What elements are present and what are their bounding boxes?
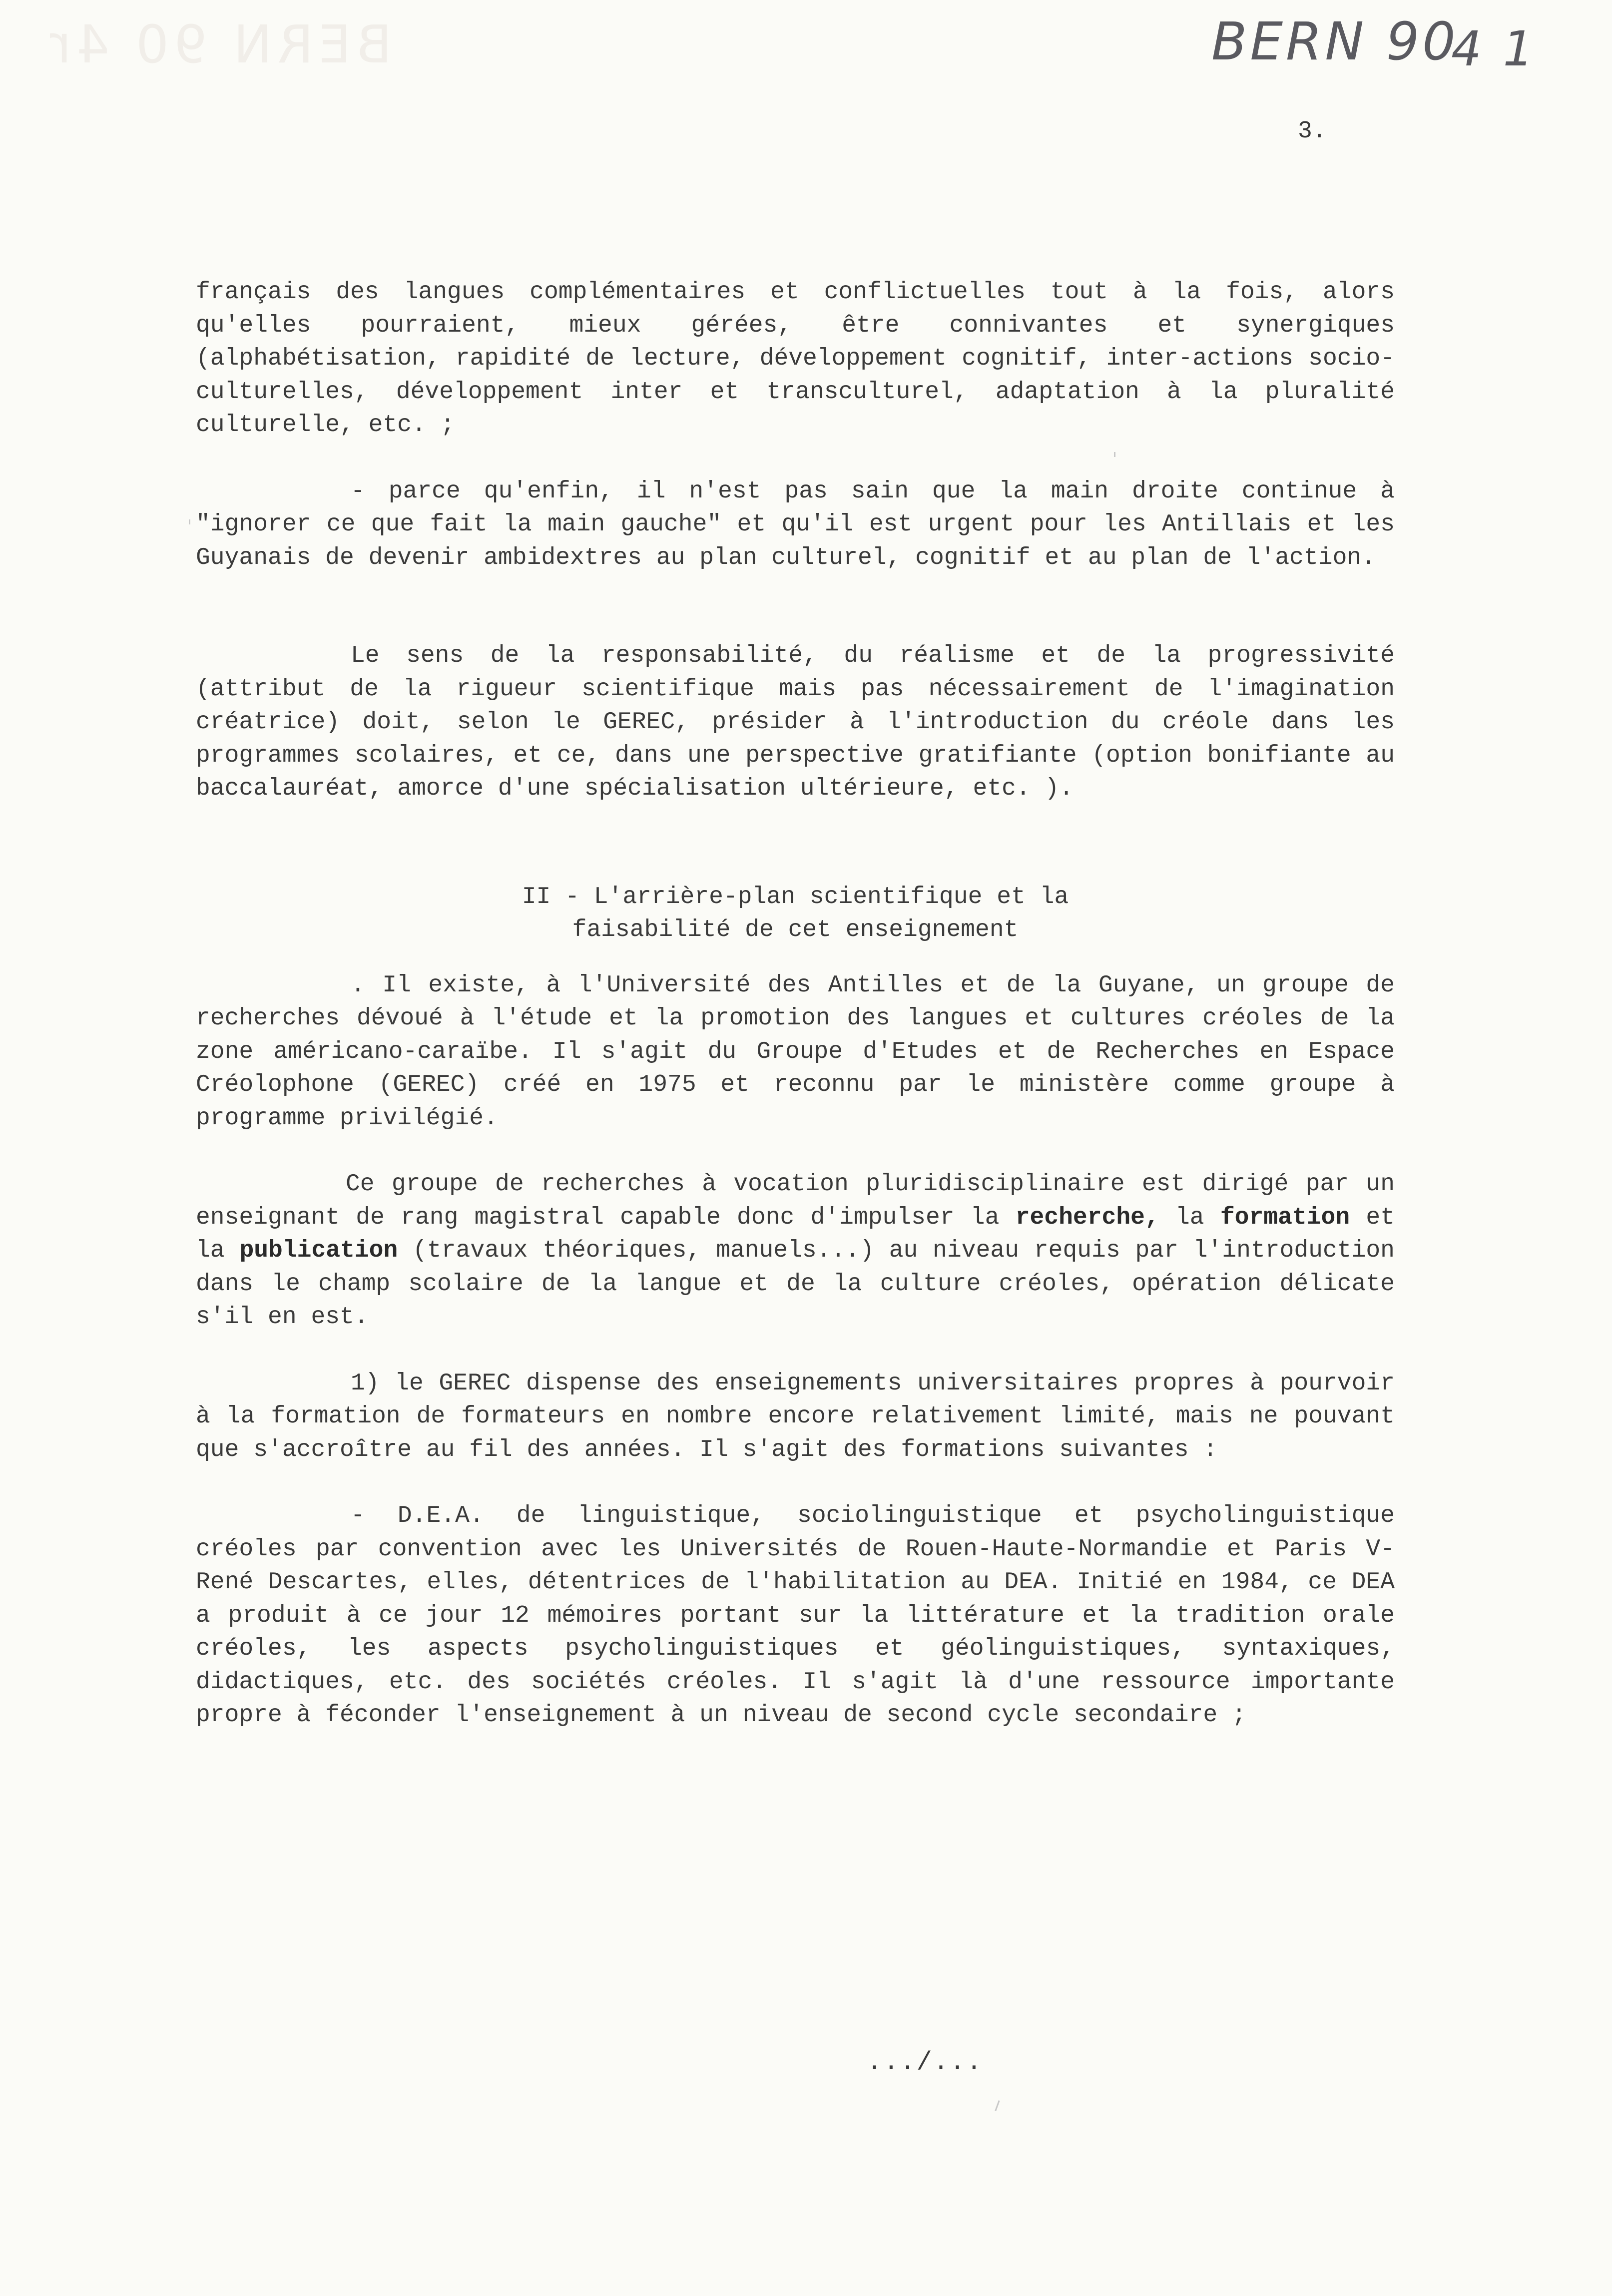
page-number: 3. — [1298, 118, 1327, 145]
paper-speck — [995, 2100, 1000, 2111]
paper-speck — [189, 519, 190, 524]
faint-handwritten-annotation: BERN 90 4r — [45, 14, 392, 75]
paragraph-gerec-director — [196, 1168, 1395, 1334]
paragraph-languages: français des langues complémentaires et conflictuelles tout à la fois, alors qu'elles pourraient, mieux gérées, être connivantes et synergiques (alphabétisation, rapidité de lecture, développement cognitif, inter-actions socio-culturelles, développement inter et transculturel, adaptation à la pluralité culturelle, etc. ; — [196, 279, 1395, 439]
paragraph-gerec-director-mid1: la — [1175, 1204, 1204, 1231]
handwritten-annotation-folio: 4 1 — [1451, 21, 1537, 77]
handwritten-annotation-archive: BERN 90 — [1211, 11, 1459, 72]
paragraph-gerec-director-end: (travaux théoriques, manuels...) au niveau requis par l'introduction dans le champ scolaire de la langue et de la culture créoles, opération délicate s'il en est. — [196, 1237, 1395, 1331]
section-heading-line1: II - L'arrière-plan scientifique et la — [522, 883, 1069, 911]
paragraph-dea: - D.E.A. de linguistique, sociolinguistique et psycholinguistique créoles par convention avec les Universités de Rouen-Haute-Normandie et Paris V-René Descartes, elles, détentrices de l'habilitation au DEA. Initié en 1984, ce DEA a produit à ce jour 12 mémoires portant sur la littérature et la tradition orale créoles, les aspects psycholinguistiques et géolinguistiques, syntaxiques, didactiques, etc. des sociétés créoles. Il s'agit là d'une ressource importante propre à féconder l'enseignement à un niveau de second cycle secondaire ; — [196, 1502, 1395, 1729]
section-heading-line2: faisabilité de cet enseignement — [572, 917, 1019, 943]
document-body — [196, 276, 1395, 1732]
paper-speck — [1114, 452, 1115, 457]
paragraph-ambidextrous: - parce qu'enfin, il n'est pas sain que la main droite continue à "ignorer ce que fait la main gauche" et qu'il est urgent pour les Antillais et les Guyanais de devenir ambidextres au plan culturel, cognitif et au plan de l'action. — [196, 477, 1395, 571]
emphasis-formation: formation — [1220, 1204, 1350, 1231]
paragraph-gerec-director-mid2: et la — [196, 1204, 1395, 1264]
page-continuation-marker: .../... — [867, 2048, 983, 2077]
paragraph-gerec-teaching: 1) le GEREC dispense des enseignements universitaires propres à pourvoir à la formation de formateurs en nombre encore relativement limité, mais ne pouvant que s'accroître au fil des années. Il s'agit des formations suivantes : — [196, 1370, 1395, 1463]
emphasis-publication: publication — [239, 1237, 398, 1264]
paragraph-responsibility: Le sens de la responsabilité, du réalisme et de la progressivité (attribut de la rigueur scientifique mais pas nécessairement de l'imagination créatrice) doit, selon le GEREC, présider à l'introduction du créole dans les programmes scolaires, et ce, dans une perspective gratifiante (option bonifiante au baccalauréat, amorce d'une spécialisation ultérieure, etc. ). — [196, 642, 1395, 802]
emphasis-recherche: recherche, — [1015, 1204, 1159, 1231]
paragraph-gerec-director-start: Ce groupe de recherches à vocation pluridisciplinaire est dirigé par un enseignant de rang magistral capable donc d'impulser la — [196, 1171, 1395, 1231]
paragraph-gerec-existence: . Il existe, à l'Université des Antilles et de la Guyane, un groupe de recherches dévoué à l'étude et la promotion des langues et cultures créoles de la zone américano-caraïbe. Il s'agit du Groupe d'Etudes et de Recherches en Espace Créolophone (GEREC) créé en 1975 et reconnu par le ministère comme groupe à programme privilégié. — [196, 971, 1395, 1132]
